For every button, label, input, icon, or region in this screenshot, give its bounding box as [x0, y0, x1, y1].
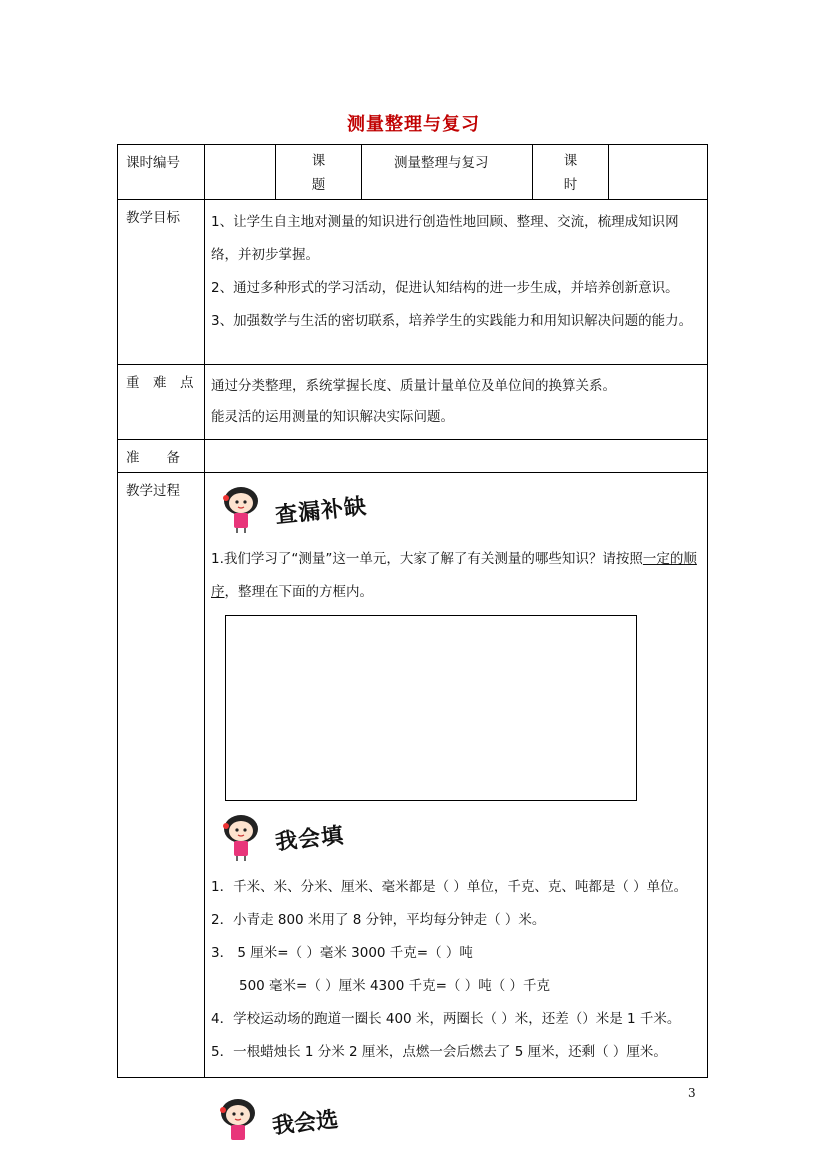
keypoint-line: 能灵活的运用测量的知识解决实际问题。	[211, 409, 454, 425]
question-1: 1.我们学习了“测量”这一单元，大家了解了有关测量的哪些知识？请按照一定的顺序，整理在下面的方框内。	[211, 551, 697, 600]
section-fill-header	[217, 809, 699, 865]
goals-label: 教学目标	[118, 200, 205, 365]
goal-item: 2、通过多种形式的学习活动，促进认知结构的进一步生成，并培养创新意识。	[211, 280, 679, 296]
fill-question: 5．一根蜡烛长 1 分米 2 厘米，点燃一会后燃去了 5 厘米，还剩（ ）厘米。	[211, 1044, 667, 1060]
period-value	[609, 145, 708, 200]
keypoint-line: 通过分类整理，系统掌握长度、质量计量单位及单位间的换算关系。	[211, 378, 616, 394]
answer-box[interactable]	[225, 615, 637, 801]
underlined-text: 一定的顺序	[211, 551, 697, 600]
keypoints-label: 重 难 点	[118, 365, 205, 440]
section-choose-header	[214, 1096, 338, 1146]
page-number: 3	[688, 1086, 696, 1100]
prep-row	[118, 440, 708, 473]
section-fill-title: 我会填	[273, 821, 346, 856]
fill-question: 4．学校运动场的跑道一圈长 400 米，两圈长（ ）米，还差（）米是 1 千米。	[211, 1011, 681, 1027]
keypoints-row	[118, 365, 708, 440]
topic-value: 测量整理与复习	[362, 145, 533, 200]
goal-item: 1、让学生自主地对测量的知识进行创造性地回顾、整理、交流，梳理成知识网络，并初步掌握。	[211, 214, 679, 263]
lesson-number-value	[205, 145, 276, 200]
section-missing-header	[217, 481, 699, 537]
girl-icon	[217, 484, 265, 534]
topic-label: 课 题	[276, 145, 362, 200]
fill-question: 2．小青走 800 米用了 8 分钟，平均每分钟走（ ）米。	[211, 912, 546, 928]
section-missing-title: 查漏补缺	[274, 492, 369, 529]
process-row	[118, 473, 708, 1078]
fill-question: 1．千米、米、分米、厘米、毫米都是（ ）单位，千克、克、吨都是（ ）单位。	[211, 879, 688, 895]
goal-item: 3、加强数学与生活的密切联系，培养学生的实践能力和用知识解决问题的能力。	[211, 313, 693, 329]
period-label: 课 时	[533, 145, 609, 200]
girl-icon	[217, 812, 265, 862]
girl-icon	[214, 1096, 262, 1146]
header-row	[118, 145, 708, 200]
document-title: 测量整理与复习	[347, 114, 480, 135]
prep-label: 准 备	[118, 440, 205, 473]
keypoints-content	[205, 365, 708, 440]
goals-row	[118, 200, 708, 365]
fill-question: 500 毫米=（ ）厘米 4300 千克=（ ）吨（ ）千克	[239, 978, 550, 994]
lesson-plan-table	[117, 144, 708, 1078]
goals-content	[205, 200, 708, 365]
section-choose-title: 我会选	[270, 1106, 340, 1139]
process-label: 教学过程	[118, 473, 205, 1078]
fill-question: 3． 5 厘米=（ ）毫米 3000 千克=（ ）吨	[211, 945, 473, 961]
process-content	[205, 473, 708, 1078]
lesson-number-label: 课时编号	[118, 145, 205, 200]
prep-content	[205, 440, 708, 473]
